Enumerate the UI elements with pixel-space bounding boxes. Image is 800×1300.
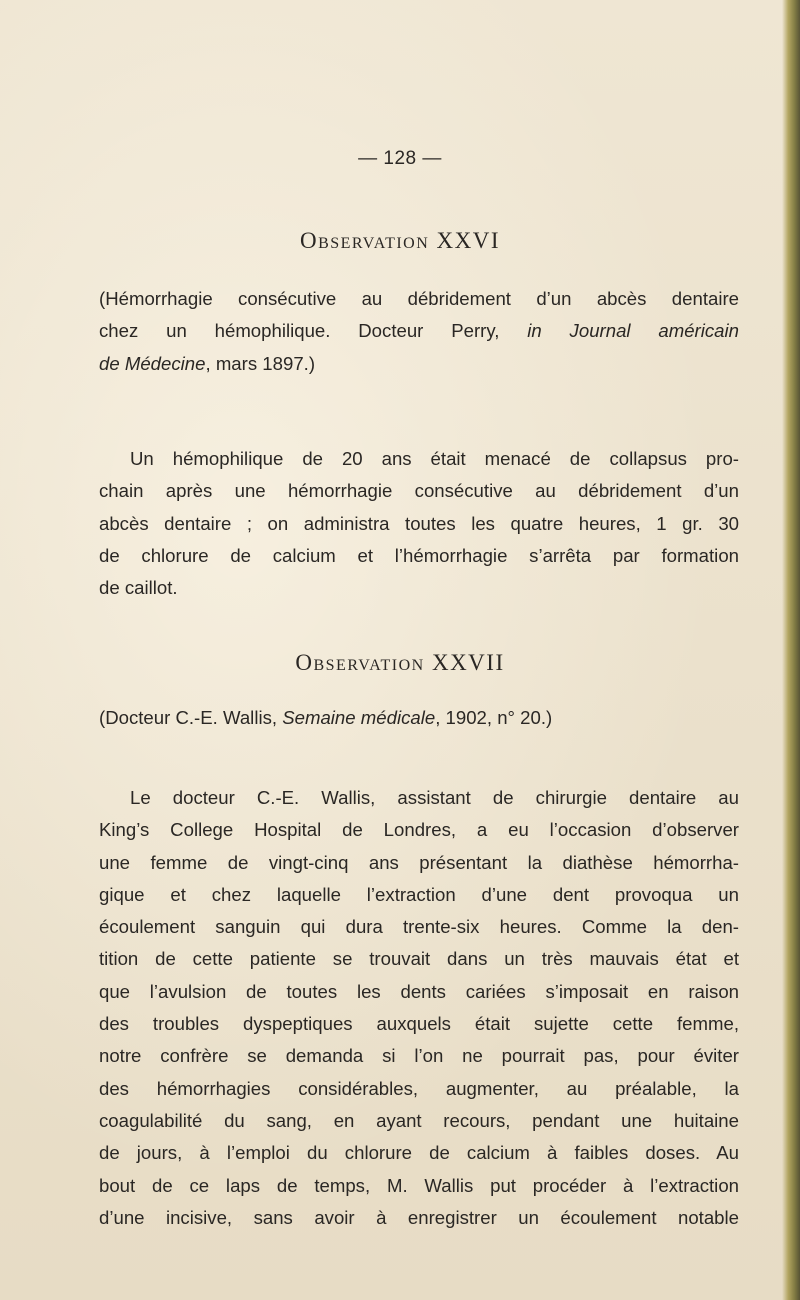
source-line: (Docteur C.-E. Wallis, Semaine médicale, 1902, n° 20.) <box>99 707 553 728</box>
body-line: Le docteur C.-E. Wallis, assistant de chirurgie dentaire au <box>130 787 739 808</box>
body-line: tition de cette patiente se trouvait dans un très mauvais état et <box>99 948 739 970</box>
source-line: chez un hémophilique. Docteur Perry, in Journal américain <box>99 320 739 342</box>
body-line: chain après une hémorrhagie consécutive au débridement d’un <box>99 480 739 502</box>
source-line: (Hémorrhagie consécutive au débridement d’un abcès dentaire <box>99 288 739 309</box>
observation-27-body <box>99 782 739 1234</box>
source-line: de Médecine, mars 1897.) <box>99 352 316 374</box>
body-line: écoulement sanguin qui dura trente-six heures. Comme la den- <box>99 916 739 938</box>
body-line: une femme de vingt-cinq ans présentant la diathèse hémorrha- <box>99 851 739 873</box>
body-line: de caillot. <box>99 577 178 599</box>
body-line: gique et chez laquelle l’extraction d’une dent provoqua un <box>99 883 739 905</box>
body-line: abcès dentaire ; on administra toutes les quatre heures, 1 gr. 30 <box>99 512 739 534</box>
observation-26-body <box>99 443 739 604</box>
body-line: coagulabilité du sang, en ayant recours, pendant une huitaine <box>99 1109 739 1131</box>
body-line: Un hémophilique de 20 ans était menacé de collapsus pro- <box>130 448 739 469</box>
observation-26-heading: Observation XXVI <box>299 228 501 253</box>
body-line: des hémorrhagies considérables, augmenter, au préalable, la <box>99 1077 739 1099</box>
body-line: King’s College Hospital de Londres, a eu l’occasion d’observer <box>99 819 739 841</box>
body-line: de chlorure de calcium et l’hémorrhagie s’arrêta par formation <box>99 544 739 566</box>
body-line: bout de ce laps de temps, M. Wallis put procéder à l’extraction <box>99 1174 739 1196</box>
page-number: — 128 — <box>358 148 442 169</box>
observation-26-source <box>99 283 739 380</box>
observation-27-source <box>99 702 739 734</box>
body-line: que l’avulsion de toutes les dents cariées s’imposait en raison <box>99 980 739 1002</box>
body-line: de jours, à l’emploi du chlorure de calcium à faibles doses. Au <box>99 1142 739 1164</box>
body-line: notre confrère se demanda si l’on ne pourrait pas, pour éviter <box>99 1045 739 1067</box>
body-line: d’une incisive, sans avoir à enregistrer un écoulement notable <box>99 1206 739 1228</box>
observation-27-heading: Observation XXVII <box>295 650 505 675</box>
body-line: des troubles dyspeptiques auxquels était sujette cette femme, <box>99 1013 739 1035</box>
